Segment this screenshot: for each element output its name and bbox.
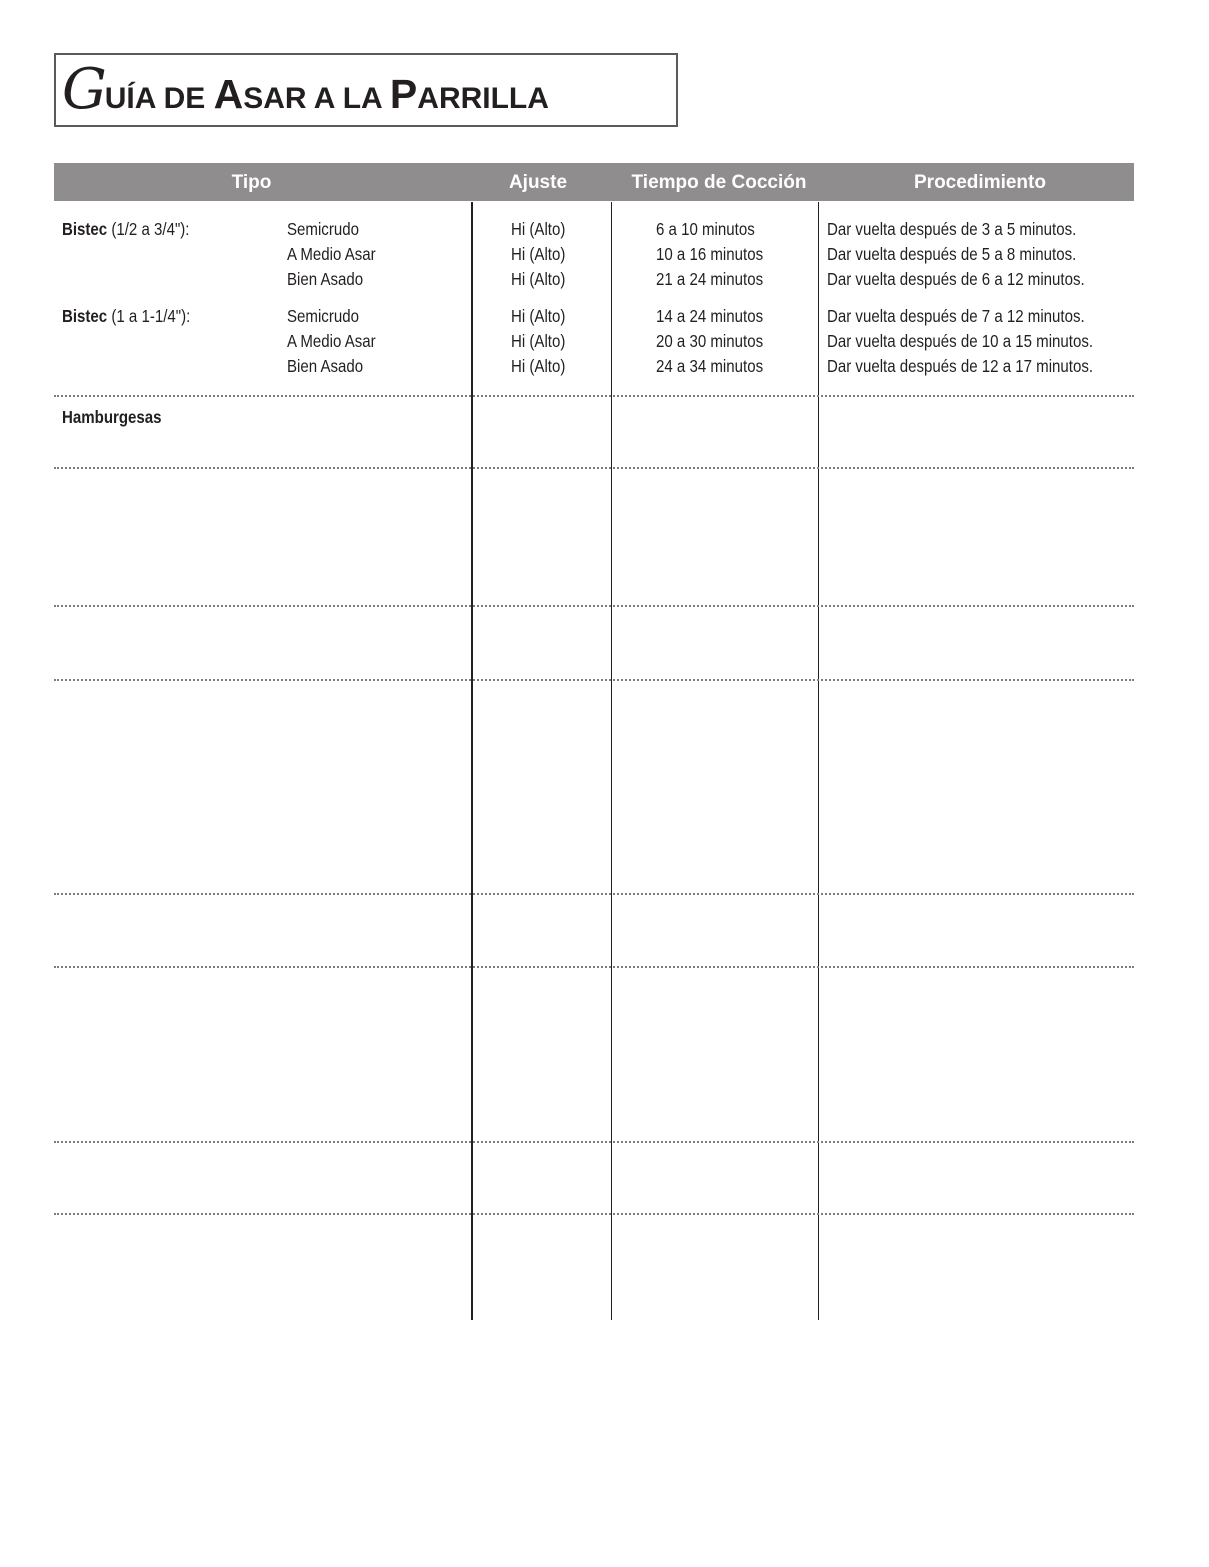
- procedure-cell: Dar vuelta después de 6 a 12 minutos.: [827, 269, 1085, 289]
- page-title: [62, 59, 549, 130]
- row-separator: [54, 1213, 1134, 1215]
- row-separator: [54, 467, 1134, 469]
- setting-cell: Hi (Alto): [511, 244, 566, 264]
- doneness-cell: Bien Asado: [287, 269, 364, 289]
- doneness-cell: Bien Asado: [287, 356, 364, 376]
- doneness-cell: Semicrudo: [287, 219, 359, 239]
- item-name: Bistec: [62, 219, 108, 239]
- column-rule-tiempo: [818, 202, 819, 1320]
- procedure-cell: Dar vuelta después de 10 a 15 minutos.: [827, 331, 1094, 351]
- time-cell: 10 a 16 minutos: [656, 244, 764, 264]
- row-separator: [54, 605, 1134, 607]
- table-row-item: [62, 217, 189, 242]
- procedure-cell: Dar vuelta después de 7 a 12 minutos.: [827, 306, 1085, 326]
- header-tipo: Tipo: [231, 172, 272, 193]
- procedure-cell: Dar vuelta después de 5 a 8 minutos.: [827, 244, 1077, 264]
- page-title-box: [54, 53, 678, 127]
- time-cell: 6 a 10 minutos: [656, 219, 755, 239]
- table-row-item-hamburgesas: Hamburgesas: [62, 407, 162, 427]
- title-part1: UÍA DE: [104, 82, 214, 115]
- item-name: Bistec: [62, 306, 108, 326]
- procedure-cell: Dar vuelta después de 12 a 17 minutos.: [827, 356, 1094, 376]
- doneness-cell: Semicrudo: [287, 306, 359, 326]
- title-part2: SAR A LA: [243, 82, 390, 115]
- time-cell: 20 a 30 minutos: [656, 331, 764, 351]
- header-procedimiento: Procedimiento: [914, 172, 1046, 193]
- item-size: (1/2 a 3/4"):: [107, 219, 190, 239]
- title-part3: ARRILLA: [417, 82, 549, 115]
- column-rule-ajuste: [611, 202, 612, 1320]
- column-rule-tipo: [471, 202, 473, 1320]
- setting-cell: Hi (Alto): [511, 306, 566, 326]
- setting-cell: Hi (Alto): [511, 219, 566, 239]
- procedure-cell: Dar vuelta después de 3 a 5 minutos.: [827, 219, 1077, 239]
- row-separator: [54, 1141, 1134, 1143]
- row-separator: [54, 966, 1134, 968]
- title-part2-initial: A: [213, 71, 244, 117]
- row-separator: [54, 893, 1134, 895]
- table-header: [54, 163, 1134, 201]
- time-cell: 24 a 34 minutos: [656, 356, 764, 376]
- time-cell: 14 a 24 minutos: [656, 306, 764, 326]
- header-ajuste: Ajuste: [508, 172, 568, 193]
- title-initial: G: [62, 57, 105, 122]
- setting-cell: Hi (Alto): [511, 331, 566, 351]
- row-separator: [54, 395, 1134, 397]
- row-separator: [54, 679, 1134, 681]
- doneness-cell: A Medio Asar: [287, 331, 376, 351]
- time-cell: 21 a 24 minutos: [656, 269, 764, 289]
- table-row-item: [62, 304, 190, 329]
- title-part3-initial: P: [389, 71, 418, 117]
- header-tiempo: Tiempo de Cocción: [631, 172, 807, 193]
- setting-cell: Hi (Alto): [511, 356, 566, 376]
- setting-cell: Hi (Alto): [511, 269, 566, 289]
- item-size: (1 a 1-1/4"):: [107, 306, 191, 326]
- doneness-cell: A Medio Asar: [287, 244, 376, 264]
